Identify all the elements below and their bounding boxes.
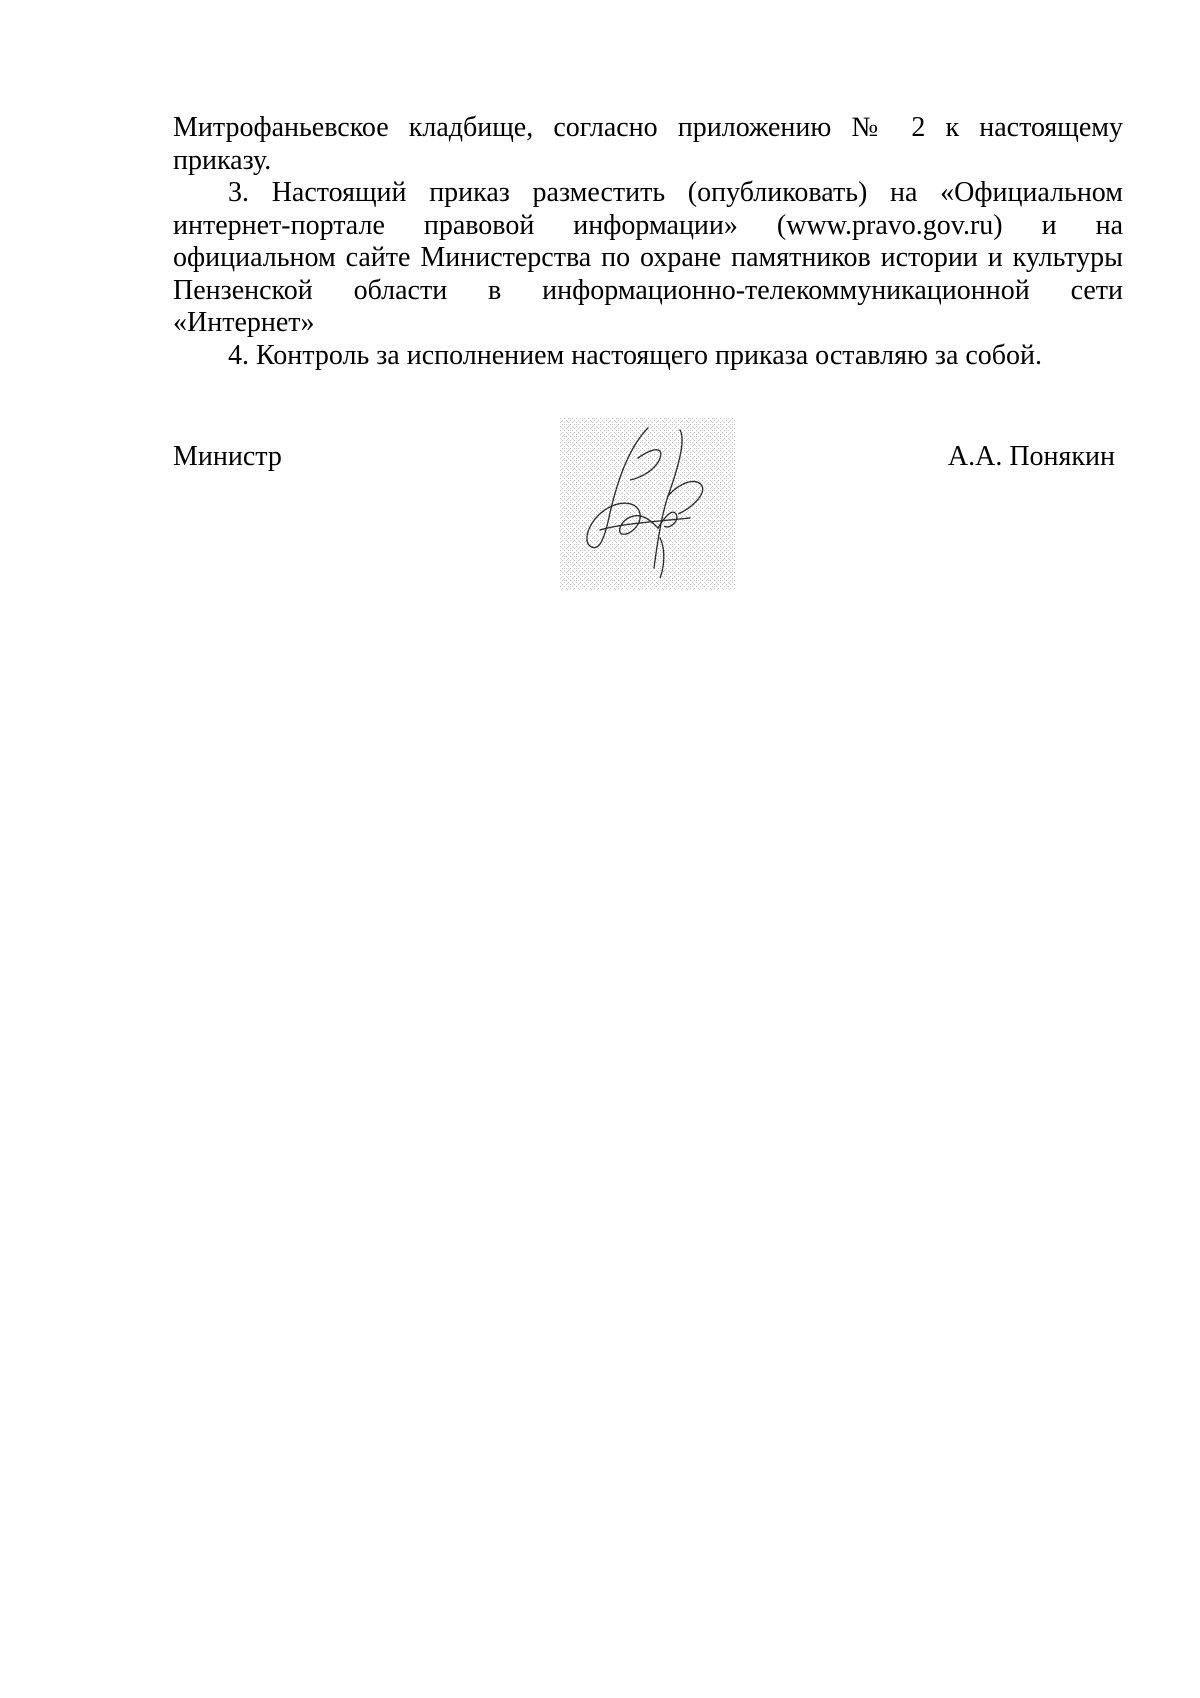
signatory-name: А.А. Понякин (947, 441, 1115, 472)
signatory-role: Министр (173, 441, 282, 472)
paragraph-item-3: 3. Настоящий приказ разместить (опубликовать) на «Официальном интернет-портале правовой информации» (www.pravo.gov.ru) и на официальном сайте Министерства по охране памятников истории и культуры Пензенской области в информационно-телекоммуникационной сети «Интернет» (173, 177, 1123, 338)
paragraph-item-4: 4. Контроль за исполнением настоящего приказа оставляю за собой. (228, 339, 1043, 371)
handwritten-signature (560, 418, 735, 590)
document-body (173, 112, 1123, 372)
paragraph-continuation: Митрофаньевское кладбище, согласно приложению № 2 к настоящему приказу. (173, 112, 1123, 176)
